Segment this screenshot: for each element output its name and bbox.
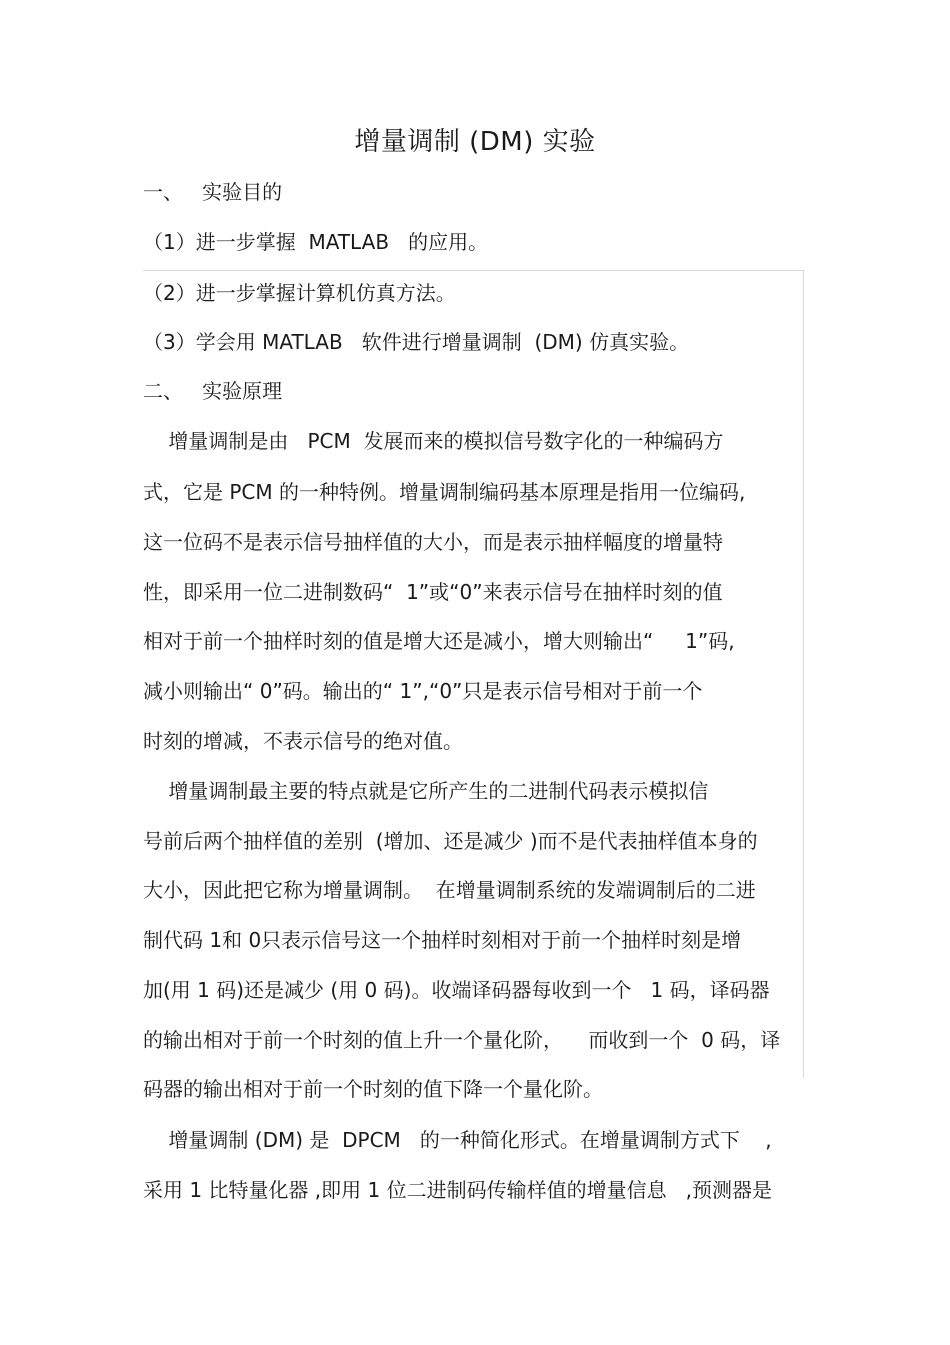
paragraph-line: 号前后两个抽样值的差别 (增加、还是减少 )而不是代表抽样值本身的 (143, 829, 758, 853)
page-title: 增量调制 (DM) 实验 (354, 127, 596, 157)
paragraph-line: 性，即采用一位二进制数码“ 1”或“0”来表示信号在抽样时刻的值 (143, 580, 723, 604)
paragraph-line: 加(用 1 码)还是减少 (用 0 码)。收端译码器每收到一个 1 码，译码器 (143, 978, 770, 1002)
paragraph-line: 相对于前一个抽样时刻的值是增大还是减小，增大则输出“ 1”码, (143, 629, 735, 653)
paragraph-line: 制代码 1和 0只表示信号这一个抽样时刻相对于前一个抽样时刻是增 (143, 928, 742, 952)
section-heading-1: 一、 实验目的 (143, 180, 283, 204)
list-item: （3）学会用 MATLAB 软件进行增量调制 (DM) 仿真实验。 (143, 330, 690, 354)
paragraph-line: 增量调制 (DM) 是 DPCM 的一种简化形式。在增量调制方式下 , (143, 1128, 772, 1152)
paragraph-line: 这一位码不是表示信号抽样值的大小，而是表示抽样幅度的增量特 (143, 530, 723, 554)
paragraph-line: 时刻的增减，不表示信号的绝对值。 (143, 729, 463, 753)
paragraph-line: 码器的输出相对于前一个时刻的值下降一个量化阶。 (143, 1077, 603, 1101)
section-heading-2: 二、 实验原理 (143, 379, 283, 403)
paragraph-line: 大小，因此把它称为增量调制。 在增量调制系统的发端调制后的二进 (143, 878, 756, 902)
paragraph-line: 减小则输出“ 0”码。输出的“ 1”,“0”只是表示信号相对于前一个 (143, 679, 703, 703)
paragraph-line: 增量调制是由 PCM 发展而来的模拟信号数字化的一种编码方 (143, 429, 724, 453)
list-item: （1）进一步掌握 MATLAB 的应用。 (143, 230, 489, 254)
paragraph-line: 增量调制最主要的特点就是它所产生的二进制代码表示模拟信 (143, 779, 709, 803)
paragraph-line: 式，它是 PCM 的一种特例。增量调制编码基本原理是指用一位编码, (143, 480, 746, 504)
list-item: （2）进一步掌握计算机仿真方法。 (143, 281, 456, 305)
paragraph-line: 的输出相对于前一个时刻的值上升一个量化阶， 而收到一个 0 码，译 (143, 1028, 781, 1052)
paragraph-line: 采用 1 比特量化器 ,即用 1 位二进制码传输样值的增量信息 ,预测器是 (143, 1178, 773, 1202)
